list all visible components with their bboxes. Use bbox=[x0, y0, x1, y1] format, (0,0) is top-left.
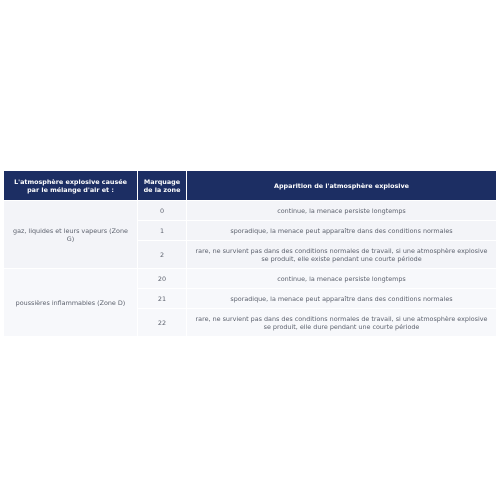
occurrence-cell: sporadique, la menace peut apparaître dans des conditions normales bbox=[187, 221, 496, 240]
zone-cell: 22 bbox=[138, 309, 186, 336]
medium-cell-gas: gaz, liquides et leurs vapeurs (Zone G) bbox=[4, 201, 137, 268]
table-header-row bbox=[4, 171, 496, 200]
table-row bbox=[4, 269, 496, 288]
zone-cell: 21 bbox=[138, 289, 186, 308]
table-row bbox=[4, 201, 496, 220]
zone-table-container bbox=[3, 170, 497, 337]
header-occurrence: Apparition de l'atmosphère explosive bbox=[187, 171, 496, 200]
occurrence-cell: continue, la menace persiste longtemps bbox=[187, 201, 496, 220]
occurrence-cell: continue, la menace persiste longtemps bbox=[187, 269, 496, 288]
zone-cell: 20 bbox=[138, 269, 186, 288]
occurrence-cell: sporadique, la menace peut apparaître dans des conditions normales bbox=[187, 289, 496, 308]
header-medium: L'atmosphère explosive causée par le mélange d'air et : bbox=[4, 171, 137, 200]
occurrence-cell: rare, ne survient pas dans des conditions normales de travail, si une atmosphère explosive se produit, elle existe pendant une courte période bbox=[187, 241, 496, 268]
zone-cell: 2 bbox=[138, 241, 186, 268]
medium-cell-dust: poussières inflammables (Zone D) bbox=[4, 269, 137, 336]
zone-cell: 0 bbox=[138, 201, 186, 220]
header-zone-marking: Marquage de la zone bbox=[138, 171, 186, 200]
explosive-atmosphere-zone-table bbox=[3, 170, 497, 337]
occurrence-cell: rare, ne survient pas dans des conditions normales de travail, si une atmosphère explosive se produit, elle dure pendant une courte période bbox=[187, 309, 496, 336]
zone-cell: 1 bbox=[138, 221, 186, 240]
